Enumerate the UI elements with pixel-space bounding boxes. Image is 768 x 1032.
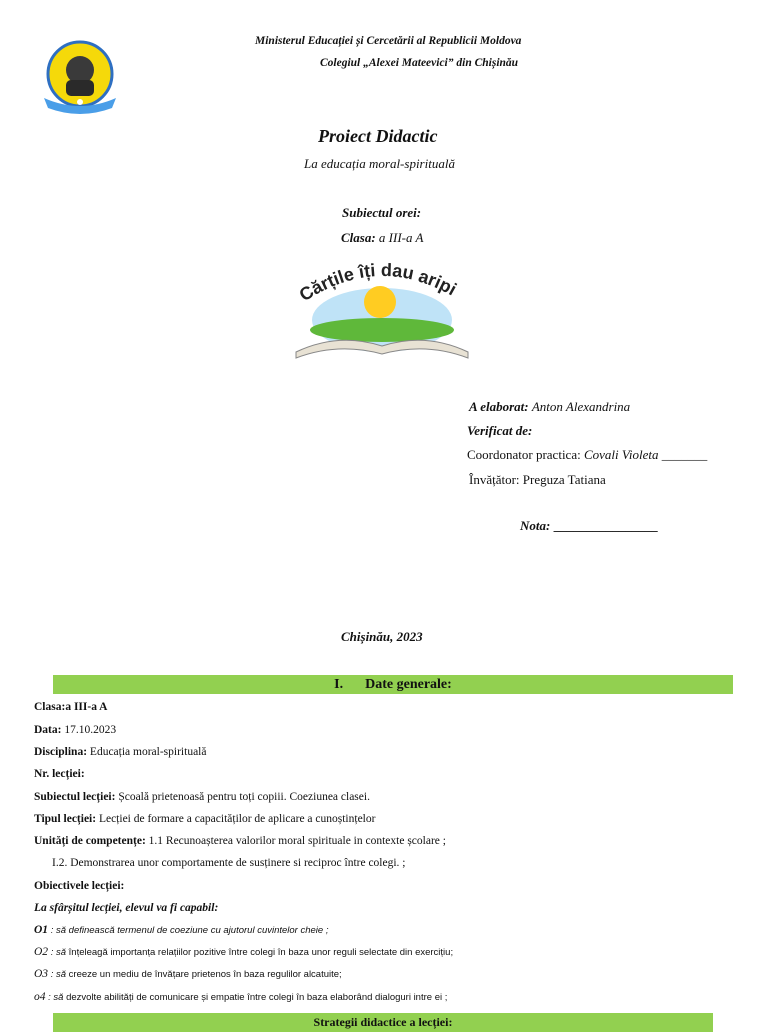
class-value: a III-a A [375,230,424,245]
general-row: Clasa:a III-a A [34,701,108,713]
competence-line-2: I.2. Demonstrarea unor comportamente de susținere si reciproc între colegi. ; [52,857,406,869]
college-name: Colegiul „Alexei Mateevici” din Chișinău [320,57,519,69]
general-row: Data: 17.10.2023 [34,724,117,736]
objective-item: O2 : să înțeleagă importanța relațiilor pozitive între colegi în baza unor reguli selectate din exercițiu; [34,946,454,958]
objectives-intro: La sfârșitul lecției, elevul va fi capabil: [34,902,219,914]
teacher-line [469,472,606,488]
elaborated-value: Anton Alexandrina [531,399,631,414]
grade-line [520,518,658,534]
verified-label: Verificat de: [467,423,533,438]
objective-item: o4 : să dezvolte abilități de comunicare și empatie între colegi în baza elaborând dialoguri intre ei ; [34,991,448,1003]
coordinator-value: Covali Violeta [583,447,659,462]
class-label: Clasa: [341,230,376,245]
document-title: Proiect Didactic [318,126,438,146]
section-strategies-title: Strategii didactice a lecției: [313,1015,453,1029]
general-row: Tipul lecției: Lecției de formare a capacităților de aplicare a cunoștințelor [34,813,376,825]
grade-label: Nota: [520,518,551,533]
teacher-value: Preguza Tatiana [522,472,606,487]
grade-blank: ________________ [550,518,658,533]
college-logo [38,36,122,116]
subject-label: Subiectul orei: [342,205,422,220]
objectives-label: Obiectivele lecției: [34,880,125,892]
class-line [341,230,423,246]
elaborated-line [469,399,630,415]
document-subtitle: La educația moral-spirituală [304,156,455,171]
banner-text: Cărțile îți dau aripi [295,259,460,306]
place-date: Chișinău, 2023 [341,629,423,644]
general-row: Disciplina: Educația moral-spirituală [34,746,207,758]
section-general-bar [53,675,733,694]
objective-item: O3 : să creeze un mediu de învățare prietenos în baza regulilor alcatuite; [34,968,342,980]
elaborated-label: A elaborat: [469,399,529,414]
objective-item: O1 : să definească termenul de coeziune cu ajutorul cuvintelor cheie ; [34,924,329,936]
section-number: I. [334,677,344,692]
section-title: Date generale: [365,677,452,692]
book-banner [282,254,482,364]
teacher-label: Învățător: [469,472,520,487]
general-row: Unități de competențe: 1.1 Recunoașterea valorilor moral spirituale in contexte școlare ; [34,835,446,847]
ministry-name: Ministerul Educației și Cercetării al Republicii Moldova [255,35,522,47]
section-strategies-bar [53,1013,713,1032]
coordinator-label: Coordonator practica: [467,447,584,462]
general-row: Subiectul lecției: Școală prietenoasă pentru toți copiii. Coeziunea clasei. [34,791,370,803]
coordinator-line [467,447,707,463]
general-row: Nr. lecției: [34,768,85,780]
coordinator-blank: _______ [658,447,708,462]
